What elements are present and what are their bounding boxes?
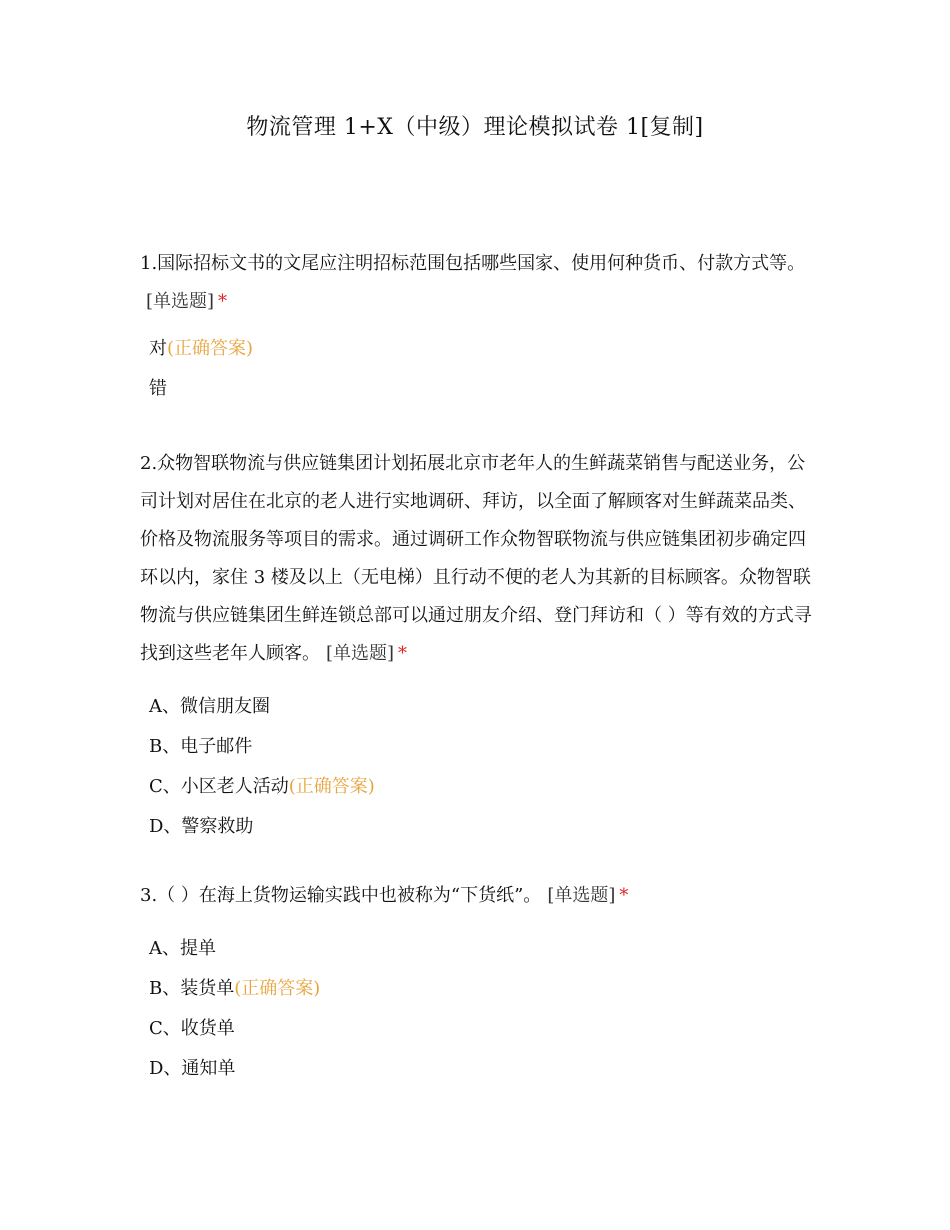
document-title: 物流管理 1+X（中级）理论模拟试卷 1[复制]	[246, 115, 704, 140]
option-d[interactable]	[140, 1049, 820, 1089]
question-1	[140, 245, 820, 409]
option-a[interactable]	[140, 687, 820, 727]
option-a[interactable]	[140, 929, 820, 969]
question-1-stem: 1.国际招标文书的文尾应注明招标范围包括哪些国家、使用何种货币、付款方式等。	[140, 253, 806, 274]
question-3-text	[140, 877, 820, 915]
option-label: D、通知单	[149, 1058, 236, 1079]
option-c[interactable]	[140, 767, 820, 807]
question-3-stem: 3.（ ）在海上货物运输实践中也被称为“下货纸”。	[140, 885, 542, 906]
option-label: B、装货单	[149, 978, 235, 999]
option-b[interactable]	[140, 727, 820, 767]
option-label: C、收货单	[149, 1018, 235, 1039]
question-2-stem: 2.众物智联物流与供应链集团计划拓展北京市老年人的生鲜蔬菜销售与配送业务，公司计划对居住在北京的老人进行实地调研、拜访，以全面了解顾客对生鲜蔬菜品类、价格及物流服务等项目的需求。通过调研工作众物智联物流与供应链集团初步确定四环以内，家住 3 楼及以上（无电梯）且行动不便的老人为其新的目标顾客。众物智联物流与供应链集团生鲜连锁总部可以通过朋友介绍、登门拜访和（ ）等有效的方式寻找到这些老年人顾客。	[140, 453, 812, 664]
option-b[interactable]	[140, 969, 820, 1009]
option-label: C、小区老人活动	[149, 776, 289, 797]
option-d[interactable]	[140, 807, 820, 847]
correct-answer-mark: (正确答案)	[167, 338, 254, 359]
question-1-text	[140, 245, 820, 321]
question-3	[140, 877, 820, 1089]
required-asterisk: *	[218, 291, 228, 312]
option-label: 错	[149, 378, 167, 399]
option-label: B、电子邮件	[149, 736, 253, 757]
question-2-options	[140, 687, 820, 847]
option-label: 对	[149, 338, 167, 359]
option-label: A、微信朋友圈	[149, 696, 270, 717]
question-3-type: [单选题]	[547, 885, 616, 906]
question-1-options	[140, 329, 820, 409]
option-label: D、警察救助	[149, 816, 254, 837]
option-true[interactable]	[140, 329, 820, 369]
question-3-options	[140, 929, 820, 1089]
required-asterisk: *	[619, 885, 629, 906]
option-label: A、提单	[149, 938, 216, 959]
question-1-type: [单选题]	[146, 291, 215, 312]
correct-answer-mark: (正确答案)	[234, 978, 321, 999]
question-2	[140, 445, 820, 847]
required-asterisk: *	[398, 643, 408, 664]
question-2-type: [单选题]	[326, 643, 395, 664]
correct-answer-mark: (正确答案)	[288, 776, 375, 797]
option-c[interactable]	[140, 1009, 820, 1049]
option-false[interactable]	[140, 369, 820, 409]
question-2-text	[140, 445, 820, 673]
